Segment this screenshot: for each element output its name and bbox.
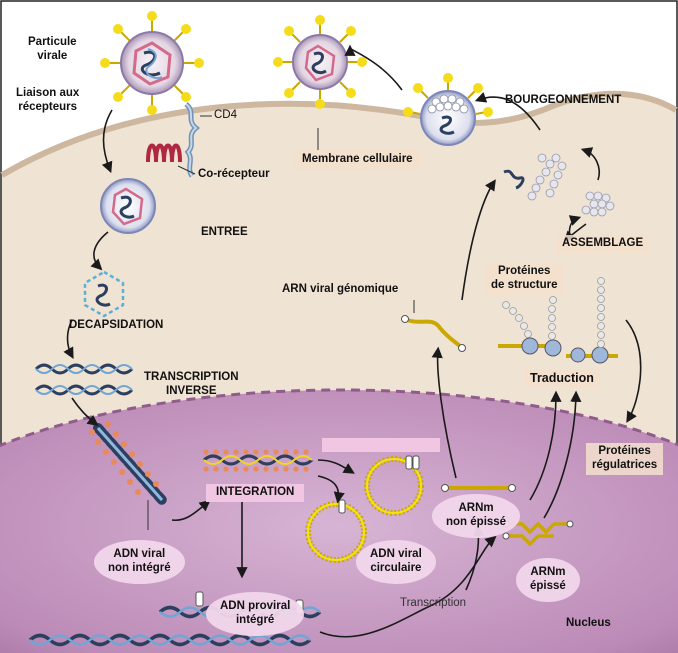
label-arnm-non-episse: ARNm non épissé — [432, 494, 520, 538]
label-adn-proviral: ADN proviral intégré — [206, 592, 304, 636]
label-proteines-regulatrices: Protéines régulatrices — [586, 443, 663, 475]
label-liaison-recepteurs: Liaison aux récepteurs — [16, 87, 80, 113]
label-integration: INTEGRATION — [206, 484, 304, 502]
label-bourgeonnement: BOURGEONNEMENT — [505, 94, 622, 106]
label-assemblage: ASSEMBLAGE — [556, 235, 649, 253]
label-transcription: Transcription — [400, 597, 467, 609]
label-decapsidation: DECAPSIDATION — [69, 319, 164, 331]
virion-particle — [100, 11, 204, 115]
label-transcription-inverse: TRANSCRIPTION INVERSE — [144, 371, 239, 397]
label-cd4: CD4 — [214, 109, 238, 121]
label-arnm-episse: ARNm épissé — [516, 558, 580, 602]
label-nucleus: Nucleus — [566, 617, 611, 629]
label-entree: ENTREE — [201, 226, 248, 238]
label-particule-virale: Particule virale — [28, 36, 77, 62]
label-arn-viral-genomique: ARN viral génomique — [282, 283, 399, 295]
label-adn-non-integre: ADN viral non intégré — [94, 540, 185, 584]
label-co-recepteur: Co-récepteur — [198, 168, 270, 180]
label-membrane-cellulaire: Membrane cellulaire — [294, 150, 421, 170]
label-traduction: Traduction — [524, 369, 600, 388]
entry-vesicle — [101, 179, 155, 233]
label-adn-circulaire: ADN viral circulaire — [356, 540, 436, 584]
mature-virion — [273, 15, 367, 109]
highlight-bar-top — [322, 438, 440, 452]
label-proteines-structure: Protéines de structure — [485, 263, 563, 295]
